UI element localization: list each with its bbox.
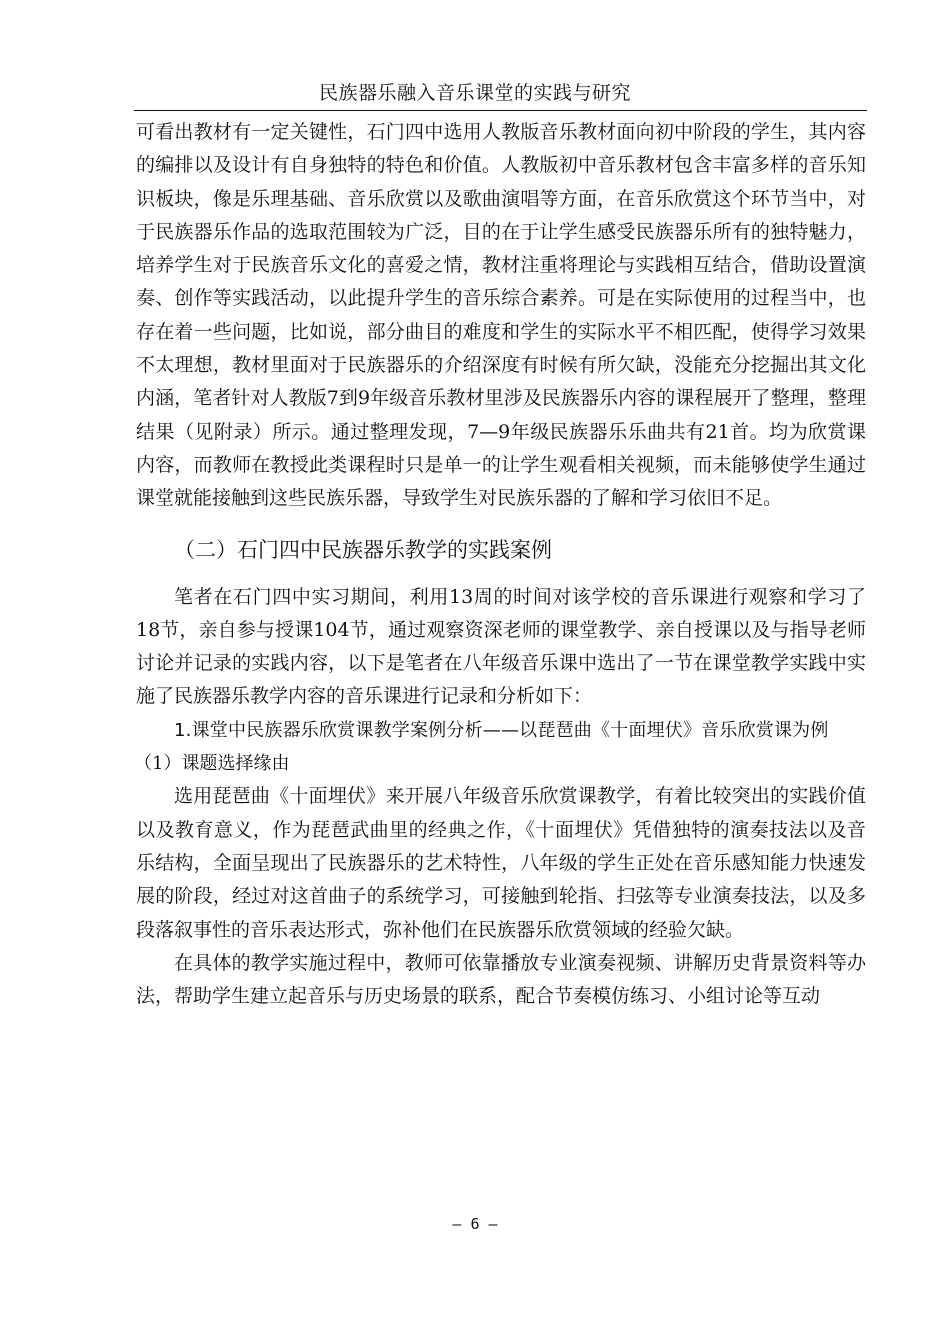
body-paragraph-topic-reason: 选用琵琶曲《十面埋伏》来开展八年级音乐欣赏课教学，有着比较突出的实践价值以及教育意义，作为琵琶武曲里的经典之作，《十面埋伏》凭借独特的演奏技法以及音乐结构，全面呈现出了民族器乐的艺术特性，八年级的学生正处在音乐感知能力快速发展的阶段，经过对这首曲子的系统学习，可接触到轮指、扫弦等专业演奏技法，以及多段落叙事性的音乐表达形式，弥补他们在民族器乐欣赏领域的经验欠缺。 <box>136 785 866 941</box>
topic-reason-subheading: （1）课题选择缘由 <box>134 753 290 775</box>
page-number: — 6 — <box>452 1215 498 1233</box>
body-paragraph-practice: 笔者在石门四中实习期间，利用13周的时间对该学校的音乐课进行观察和学习了18节，亲自参与授课104节，通过观察资深老师的课堂教学、亲自授课以及与指导老师讨论并记录的实践内容，以下是笔者在八年级音乐课中选出了一节在课堂教学实践中实施了民族器乐教学内容的音乐课进行记录和分析如下： <box>136 585 866 708</box>
body-paragraph-continued: 可看出教材有一定关键性，石门四中选用人教版音乐教材面向初中阶段的学生，其内容的编排以及设计有自身独特的特色和价值。人教版初中音乐教材包含丰富多样的音乐知识板块，像是乐理基础、音乐欣赏以及歌曲演唱等方面，在音乐欣赏这个环节当中，对于民族器乐作品的选取范围较为广泛，目的在于让学生感受民族器乐所有的独特魅力，培养学生对于民族音乐文化的喜爱之情，教材注重将理论与实践相互结合，借助设置演奏、创作等实践活动，以此提升学生的音乐综合素养。可是在实际使用的过程当中，也存在着一些问题，比如说，部分曲目的难度和学生的实际水平不相匹配，使得学习效果不太理想，教材里面对于民族器乐的介绍深度有时候有所欠缺，没能充分挖掘出其文化内涵，笔者针对人教版7到9年级音乐教材里涉及民族器乐内容的课程展开了整理，整理结果（见附录）所示。通过整理发现，7—9年级民族器乐乐曲共有21首。均为欣赏课内容，而教师在教授此类课程时只是单一的让学生观看相关视频，而未能够使学生通过课堂就能接触到这些民族乐器，导致学生对民族乐器的了解和学习依旧不足。 <box>136 121 866 510</box>
body-paragraph-teaching-process: 在具体的教学实施过程中，教师可依靠播放专业演奏视频、讲解历史背景资料等办法，帮助学生建立起音乐与历史场景的联系，配合节奏模仿练习、小组讨论等互动 <box>136 951 866 1008</box>
page-body <box>136 116 866 1013</box>
running-header-title: 民族器乐融入音乐课堂的实践与研究 <box>318 82 631 104</box>
section-heading: （二）石门四中民族器乐教学的实践案例 <box>174 537 552 562</box>
case-analysis-subheading: 1.课堂中民族器乐欣赏课教学案例分析——以琵琶曲《十面埋伏》音乐欣赏课为例 <box>174 719 829 741</box>
header-rule <box>134 110 867 111</box>
